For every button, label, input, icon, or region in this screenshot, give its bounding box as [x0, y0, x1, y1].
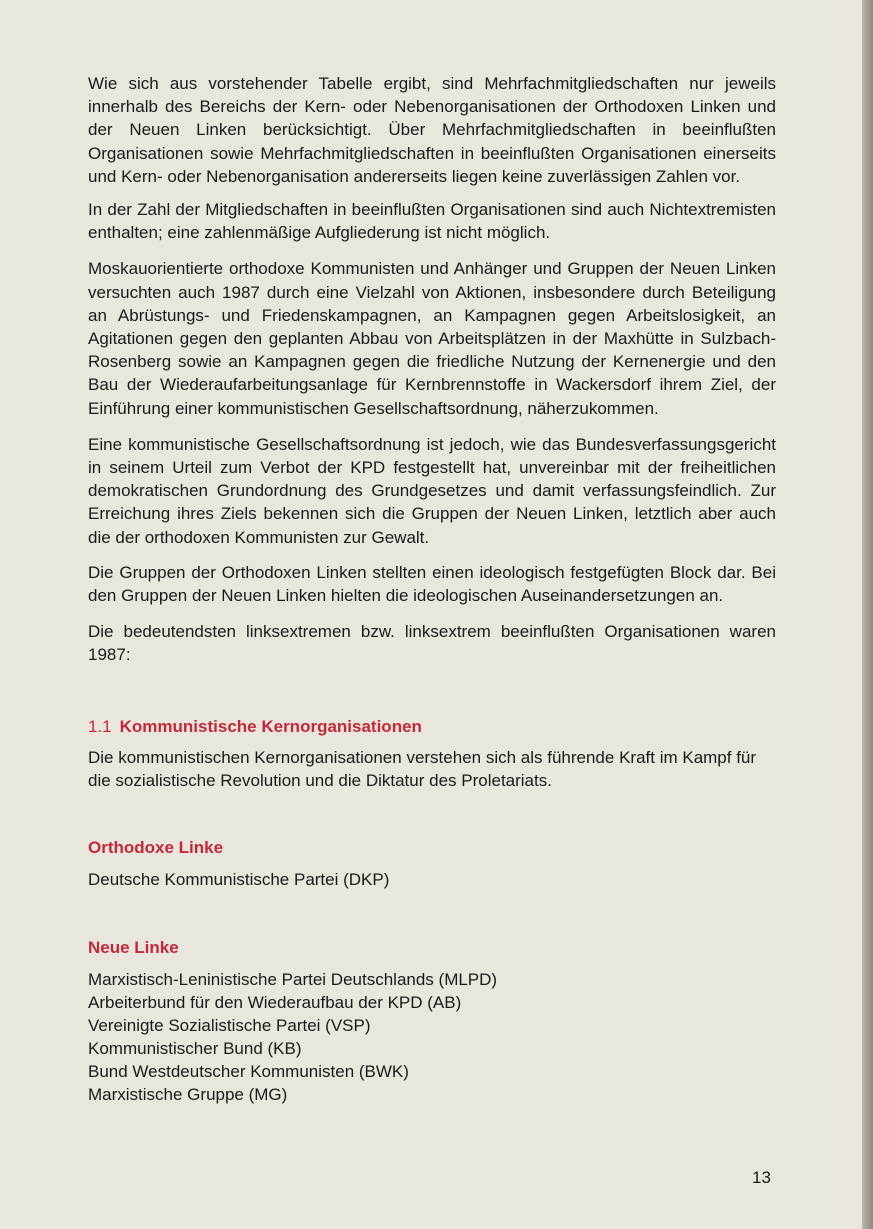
list-item: Kommunistischer Bund (KB) — [88, 1038, 302, 1058]
list-item: Arbeiterbund für den Wiederaufbau der KPD (AB) — [88, 992, 462, 1012]
page-content — [88, 72, 776, 1106]
paragraph-4: Eine kommunistische Gesellschaftsordnung ist jedoch, wie das Bundesverfassungsgericht in seinem Urteil zum Verbot der KPD festgestellt hat, unvereinbar mit der freiheitlichen demokratischen Grundordnung des Grundgesetzes und damit verfassungsfeindlich. Zur Erreichung ihres Ziels bekennen sich die Gruppen der Neuen Linken, letztlich aber auch die der orthodoxen Kommunisten zur Gewalt. — [88, 434, 776, 547]
section-title: Kommunistische Kernorganisationen — [119, 716, 422, 736]
page-edge-shadow — [862, 0, 873, 1229]
section-number: 1.1 — [88, 716, 112, 736]
list-item: Marxistisch-Leninistische Partei Deutschlands (MLPD) — [88, 969, 498, 989]
section-heading — [88, 715, 776, 738]
section-text: Die kommunistischen Kernorganisationen verstehen sich als führende Kraft im Kampf für die sozialistische Revolution und die Diktatur des Proletariats. — [88, 747, 757, 791]
page-number: 13 — [752, 1168, 771, 1187]
neue-linke-heading: Neue Linke — [88, 937, 179, 957]
orthodoxe-org-item: Deutsche Kommunistische Partei (DKP) — [88, 870, 390, 890]
paragraph-6: Die bedeutendsten linksextremen bzw. linksextrem beeinflußten Organisationen waren 1987: — [88, 622, 776, 665]
paragraph-3: Moskauorientierte orthodoxe Kommunisten und Anhänger und Gruppen der Neuen Linken versuchten auch 1987 durch eine Vielzahl von Aktionen, insbesondere durch Beteiligung an Abrüstungs- und Friedenskampagnen, an Kampagnen gegen Arbeitslosigkeit, an Agitationen gegen den geplanten Abbau von Arbeitsplätzen in der Maxhütte in Sulzbach-Rosenberg sowie an Kampagnen gegen die friedliche Nutzung der Kernenergie und den Bau der Wiederaufarbeitungsanlage für Kernbrennstoffe in Wackersdorf ihrem Ziel, der Einführung einer kommunistischen Gesellschaftsordnung, näherzukommen. — [88, 259, 776, 418]
paragraph-1: Wie sich aus vorstehender Tabelle ergibt, sind Mehrfachmitgliedschaften nur jeweils innerhalb des Bereichs der Kern- oder Nebenorganisationen der Orthodoxen Linken und der Neuen Linken berücksichtigt. Über Mehrfachmitgliedschaften in beeinflußten Organisationen sowie Mehrfachmitgliedschaften in beeinflußten Organisationen einerseits und Kern- oder Nebenorganisation andererseits liegen keine zuverlässigen Zahlen vor. — [88, 74, 776, 186]
neue-linke-org-list — [88, 968, 776, 1106]
orthodoxe-linke-heading: Orthodoxe Linke — [88, 838, 224, 858]
list-item: Vereinigte Sozialistische Partei (VSP) — [88, 1015, 371, 1035]
paragraph-2: In der Zahl der Mitgliedschaften in beeinflußten Organisationen sind auch Nichtextremisten enthalten; eine zahlenmäßige Aufgliederung ist nicht möglich. — [88, 200, 776, 243]
list-item: Marxistische Gruppe (MG) — [88, 1084, 288, 1104]
list-item: Bund Westdeutscher Kommunisten (BWK) — [88, 1061, 409, 1081]
paragraph-5: Die Gruppen der Orthodoxen Linken stellten einen ideologisch festgefügten Block dar. Bei den Gruppen der Neuen Linken hielten die ideologischen Auseinandersetzungen an. — [88, 562, 776, 606]
